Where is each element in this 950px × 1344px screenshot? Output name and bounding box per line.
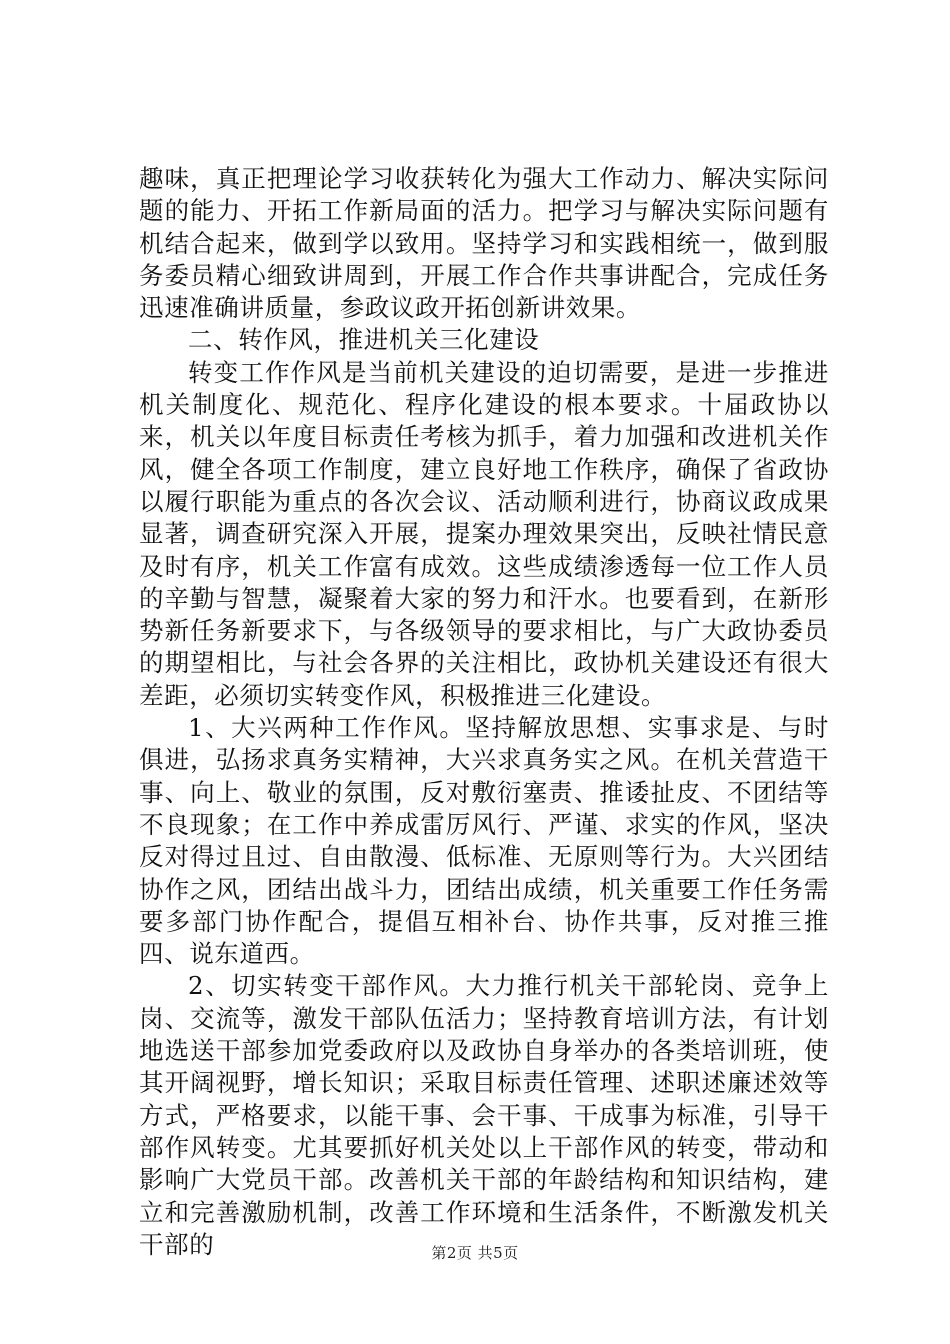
paragraph-item-2: 2、切实转变干部作风。大力推行机关干部轮岗、竞争上岗、交流等，激发干部队伍活力；坚持教育培训方法，有计划地选送干部参加党委政府以及政协自身举办的各类培训班，使其开阔视野，增长知识；采取目标责任管理、述职述廉述效等方式，严格要求，以能干事、会干事、干成事为标准，引导干部作风转变。尤其要抓好机关处以上干部作风的转变，带动和影响广大党员干部。改善机关干部的年龄结构和知识结构，建立和完善激励机制，改善工作环境和生活条件，不断激发机关干部的 (139, 971, 829, 1259)
page-footer (0, 1242, 950, 1263)
paragraph-item-1: 1、大兴两种工作作风。坚持解放思想、实事求是、与时俱进，弘扬求真务实精神，大兴求真务实之风。在机关营造干事、向上、敬业的氛围，反对敷衍塞责、推诿扯皮、不团结等不良现象；在工作中养成雷厉风行、严谨、求实的作风，坚决反对得过且过、自由散漫、低标准、无原则等行为。大兴团结协作之风，团结出战斗力，团结出成绩，机关重要工作任务需要多部门协作配合，提倡互相补台、协作共事，反对推三推四、说东道西。 (139, 713, 829, 969)
document-body (139, 163, 829, 1261)
section-heading: 二、转作风，推进机关三化建设 (188, 325, 540, 355)
paragraph-continuation: 趣味，真正把理论学习收获转化为强大工作动力、解决实际问题的能力、开拓工作新局面的活力。把学习与解决实际问题有机结合起来，做到学以致用。坚持学习和实践相统一，做到服务委员精心细致讲周到，开展工作合作共事讲配合，完成任务迅速准确讲质量，参政议政开拓创新讲效果。 (139, 164, 829, 323)
paragraph-work-style: 转变工作作风是当前机关建设的迫切需要，是进一步推进机关制度化、规范化、程序化建设的根本要求。十届政协以来，机关以年度目标责任考核为抓手，着力加强和改进机关作风，健全各项工作制度，建立良好地工作秩序，确保了省政协以履行职能为重点的各次会议、活动顺利进行，协商议政成果显著，调查研究深入开展，提案办理效果突出，反映社情民意及时有序，机关工作富有成效。这些成绩渗透每一位工作人员的辛勤与智慧，凝聚着大家的努力和汗水。也要看到，在新形势新任务新要求下，与各级领导的要求相比，与广大政协委员的期望相比，与社会各界的关注相比，政协机关建设还有很大差距，必须切实转变作风，积极推进三化建设。 (139, 357, 829, 710)
page-number: 第2页 共5页 (431, 1244, 519, 1262)
